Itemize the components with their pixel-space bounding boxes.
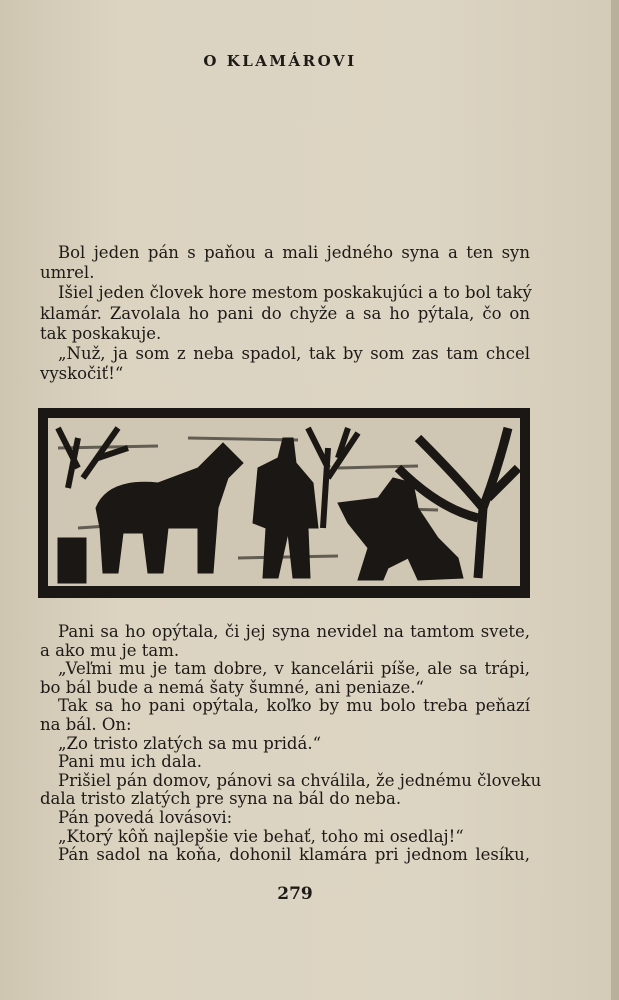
- text-line: Tak sa ho pani opýtala, koľko by mu bolo treba peňazí: [58, 696, 530, 716]
- text-line: Prišiel pán domov, pánovi sa chválila, že jednému človeku: [58, 770, 542, 790]
- page-number: 279: [277, 884, 313, 904]
- page-edge: [611, 0, 619, 1000]
- text-line: klamár. Zavolala ho pani do chyže a sa ho pýtala, čo on: [40, 303, 530, 323]
- text-line: umrel.: [40, 263, 95, 283]
- text-line: Pani sa ho opýtala, či jej syna nevidel na tamtom svete,: [58, 622, 530, 641]
- running-header: O KLAMÁROVI: [203, 52, 357, 70]
- text-line: dala tristo zlatých pre syna na bál do neba.: [40, 789, 402, 809]
- text-line: Bol jeden pán s paňou a mali jedného syna a ten syn: [58, 243, 530, 262]
- text-line: Pani mu ich dala.: [58, 752, 203, 772]
- text-line: Pán sadol na koňa, dohonil klamára pri jednom lesíku,: [58, 845, 530, 865]
- text-line: bo bál bude a nemá šaty šumné, ani peniaze.“: [40, 677, 424, 697]
- text-line: na bál. On:: [40, 715, 132, 734]
- text-line: „Veľmi mu je tam dobre, v kancelárii píše, ale sa trápi,: [58, 659, 530, 679]
- text-line: „Zo tristo zlatých sa mu pridá.“: [58, 733, 322, 753]
- text-line: „Ktorý kôň najlepšie vie behať, toho mi osedlaj!“: [58, 826, 464, 846]
- text-line: „Nuž, ja som z neba spadol, tak by som zas tam chcel: [58, 344, 530, 363]
- woodcut-illustration: [38, 408, 530, 598]
- text-line: a ako mu je tam.: [40, 640, 180, 660]
- text-line: Pán povedá lovásovi:: [58, 808, 233, 827]
- text-line: tak poskakuje.: [40, 323, 162, 343]
- text-line: Išiel jeden človek hore mestom poskakujúci a to bol taký: [58, 283, 532, 303]
- text-line: vyskočiť!“: [40, 364, 124, 384]
